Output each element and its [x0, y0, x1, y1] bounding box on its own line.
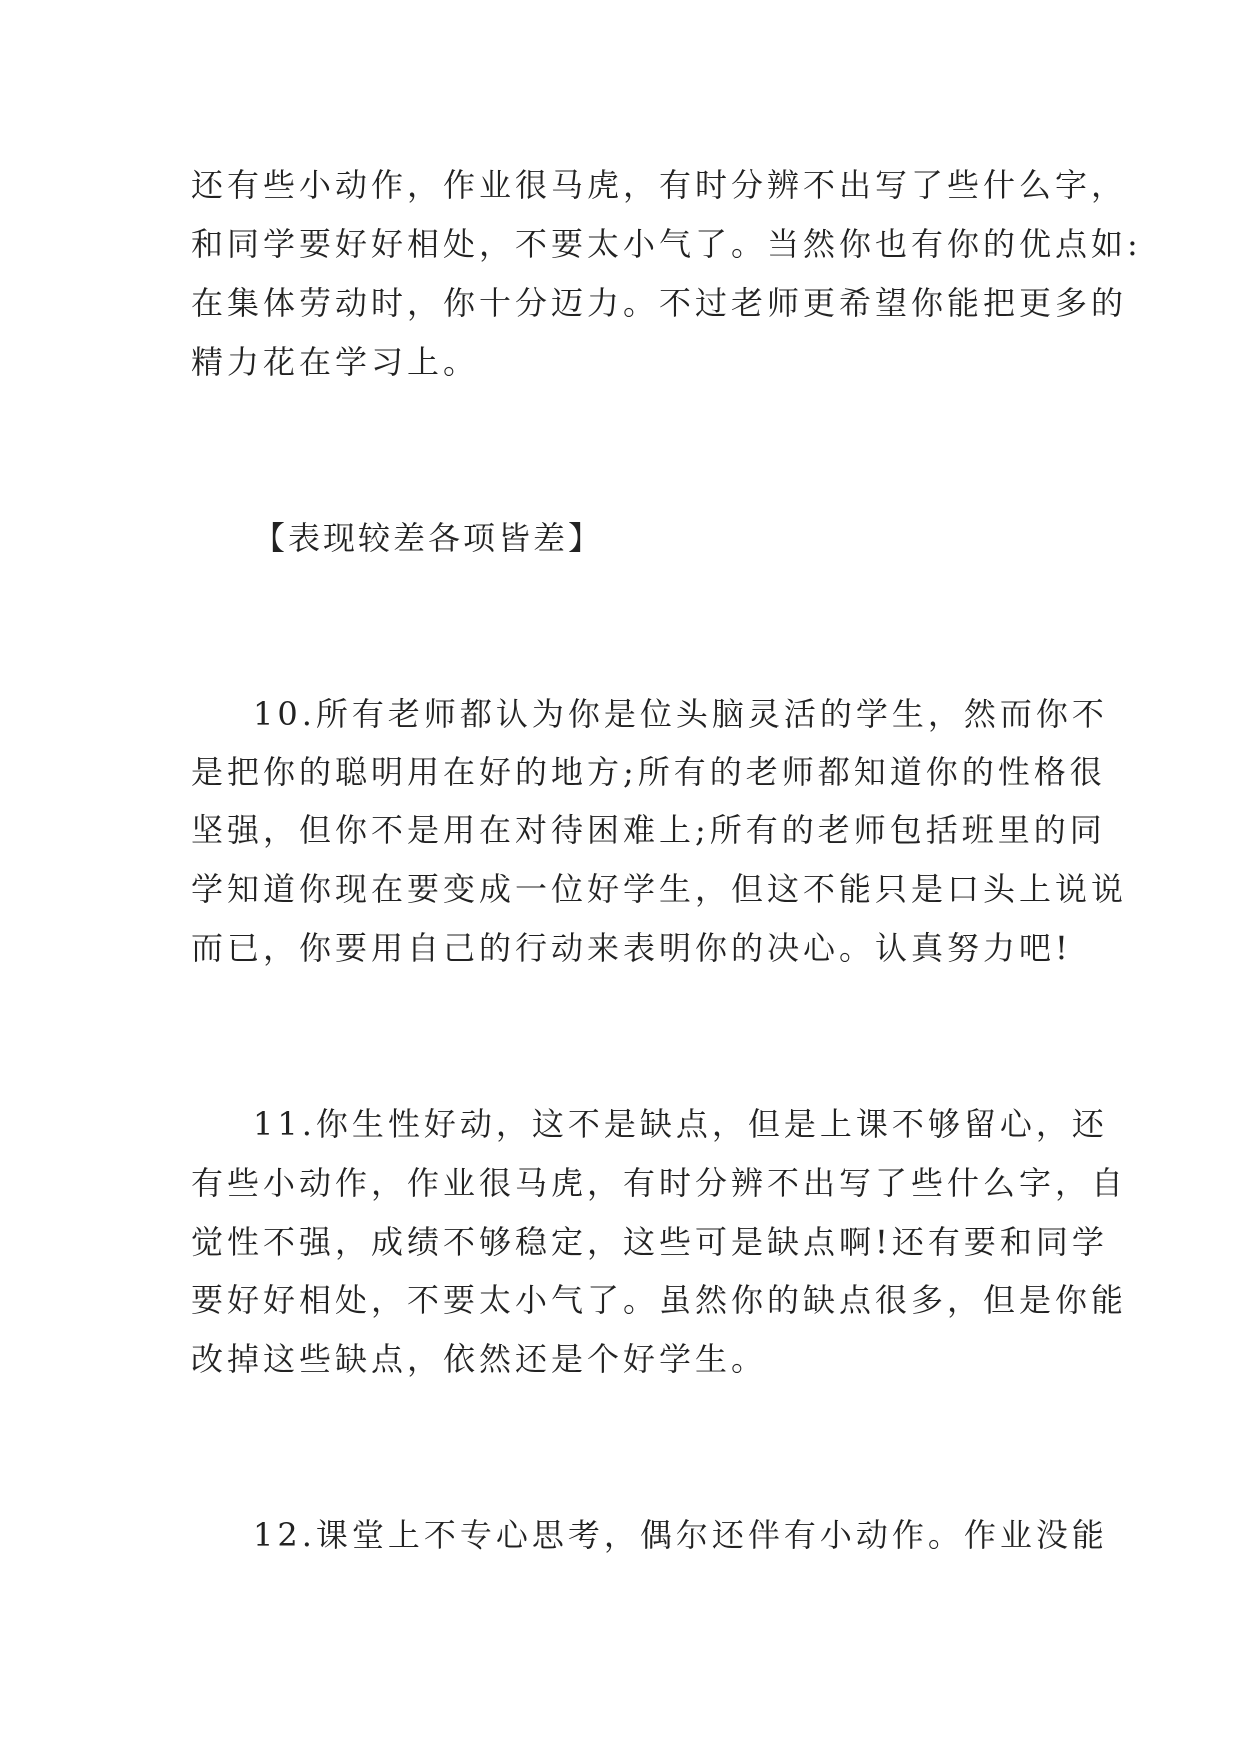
paragraph-line: 觉性不强，成绩不够稳定，这些可是缺点啊!还有要和同学: [191, 1223, 1108, 1261]
paragraph-line: 10.所有老师都认为你是位头脑灵活的学生，然而你不: [253, 695, 1108, 733]
section-heading: 【表现较差各项皆差】: [253, 519, 604, 557]
paragraph-line: 有些小动作，作业很马虎，有时分辨不出写了些什么字，自: [191, 1164, 1128, 1202]
paragraph-line: 12.课堂上不专心思考，偶尔还伴有小动作。作业没能: [253, 1516, 1108, 1554]
paragraph-line: 要好好相处，不要太小气了。虽然你的缺点很多，但是你能: [191, 1281, 1128, 1319]
paragraph-line: 是把你的聪明用在好的地方;所有的老师都知道你的性格很: [191, 753, 1106, 791]
paragraph-line: 学知道你现在要变成一位好学生，但这不能只是口头上说说: [191, 870, 1128, 908]
paragraph-line: 11.你生性好动，这不是缺点，但是上课不够留心，还: [253, 1105, 1108, 1143]
paragraph-line: 和同学要好好相处，不要太小气了。当然你也有你的优点如:: [191, 225, 1142, 263]
paragraph-line: 精力花在学习上。: [191, 343, 480, 381]
paragraph-line: 在集体劳动时，你十分迈力。不过老师更希望你能把更多的: [191, 284, 1128, 322]
paragraph-line: 坚强，但你不是用在对待困难上;所有的老师包括班里的同: [191, 811, 1106, 849]
paragraph-line: 而已，你要用自己的行动来表明你的决心。认真努力吧!: [191, 929, 1072, 967]
paragraph-line: 还有些小动作，作业很马虎，有时分辨不出写了些什么字，: [191, 166, 1128, 204]
paragraph-line: 改掉这些缺点，依然还是个好学生。: [191, 1340, 768, 1378]
